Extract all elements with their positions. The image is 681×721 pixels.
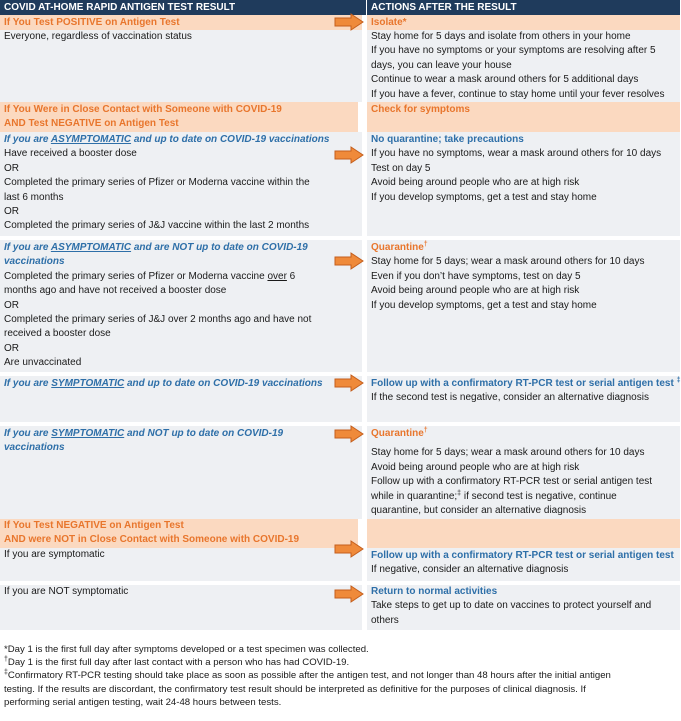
asym-up-action-4: If you develop symptoms, get a test and stay home <box>371 191 597 203</box>
asym-not-line-5: received a booster dose <box>4 328 111 340</box>
negative-action-bg <box>367 519 680 548</box>
asym-up-action-1: If you have no symptoms, wear a mask around others for 10 days <box>371 148 662 160</box>
positive-action-3: days, you can leave your house <box>371 59 512 71</box>
positive-left-cell <box>0 30 362 102</box>
header-right: ACTIONS AFTER THE RESULT <box>367 0 680 15</box>
positive-action-5: If you have a fever, continue to stay home until your fever resolves <box>371 88 665 100</box>
negative-title-1: If You Test NEGATIVE on Antigen Test <box>4 520 184 531</box>
negative-section-title <box>0 519 358 548</box>
asym-up-actions <box>367 132 680 236</box>
positive-action-4: Continue to wear a mask around others for 5 additional days <box>371 74 639 86</box>
contact-title-2: AND Test NEGATIVE on Antigen Test <box>4 118 179 130</box>
asym-up-line-3: Completed the primary series of Pfizer or Moderna vaccine within the <box>4 177 310 189</box>
no-quarantine-title: No quarantine; take precautions <box>371 134 524 145</box>
arrow-right-icon <box>334 425 364 443</box>
sym-not-action-1: Stay home for 5 days; wear a mask around others for 10 days <box>371 447 645 459</box>
sym-not-actions <box>367 426 680 519</box>
asym-not-line-4: Completed the primary series of J&J over 2 months ago and have not <box>4 314 312 326</box>
asym-not-action-3: Avoid being around people who are at high risk <box>371 285 580 297</box>
positive-actions <box>367 30 680 102</box>
sym-not-action-3: Follow up with a confirmatory RT-PCR test or serial antigen test <box>371 476 653 488</box>
asym-not-line-6: OR <box>4 342 19 354</box>
neg-not-action-1: Take steps to get up to date on vaccines to protect yourself and <box>371 600 652 612</box>
sym-not-action-5: quarantine, but consider an alternative diagnosis <box>371 505 587 517</box>
positive-action-2: If you have no symptoms or your symptoms are resolving after 5 <box>371 45 656 57</box>
asym-not-actions <box>367 240 680 372</box>
sym-not-heading-2: vaccinations <box>4 442 65 454</box>
sym-not-action-4: while in quarantine;‡ if second test is negative, continue <box>371 489 617 502</box>
sym-up-left <box>0 376 362 422</box>
asym-not-line-2: months ago and have not received a booster dose <box>4 285 227 297</box>
arrow-right-icon <box>334 585 364 603</box>
neg-not-left <box>0 585 362 630</box>
arrow-right-icon <box>334 146 364 164</box>
sym-up-actions <box>367 376 680 422</box>
positive-action-bg <box>367 15 680 30</box>
return-normal-title: Return to normal activities <box>371 586 498 597</box>
asym-up-left <box>0 132 362 236</box>
neg-not-actions <box>367 585 680 630</box>
neg-not-action-2: others <box>371 614 399 626</box>
neg-confirmatory-title: Follow up with a confirmatory RT-PCR test or serial antigen test <box>371 550 674 561</box>
asym-not-action-4: If you develop symptoms, get a test and stay home <box>371 299 597 311</box>
neg-sym-actions <box>367 548 680 581</box>
check-symptoms-title: Check for symptoms <box>371 104 470 115</box>
asym-up-heading: If you are ASYMPTOMATIC and up to date on COVID-19 vaccinations <box>4 134 330 145</box>
asym-not-line-3: OR <box>4 299 19 311</box>
contact-section-title <box>0 102 358 132</box>
asym-up-line-6: Completed the primary series of J&J vaccine within the last 2 months <box>4 220 310 232</box>
footnote-3b: testing. If the results are discordant, the confirmatory test result should be interpreted as definitive for the purposes of clinical diagnosis. If <box>4 683 586 695</box>
negative-title-2: AND were NOT in Close Contact with Someone with COVID-19 <box>4 534 300 546</box>
neg-sym-action-1: If negative, consider an alternative diagnosis <box>371 564 569 576</box>
header-left: COVID AT-HOME RAPID ANTIGEN TEST RESULT <box>0 0 366 15</box>
sym-up-action-1: If the second test is negative, consider an alternative diagnosis <box>371 392 649 404</box>
arrow-right-icon <box>334 252 364 270</box>
asym-up-action-2: Test on day 5 <box>371 162 431 174</box>
footnote-2: †Day 1 is the first full day after last contact with a person who has had COVID-19. <box>4 656 350 669</box>
quarantine-title-2: Quarantine† <box>371 427 428 439</box>
positive-section-title: If You Test POSITIVE on Antigen Test <box>0 15 362 30</box>
asym-not-heading: If you are ASYMPTOMATIC and are NOT up to date on COVID-19 <box>4 242 308 253</box>
arrow-right-icon <box>334 374 364 392</box>
footnotes <box>4 643 611 709</box>
sym-not-left <box>0 426 362 519</box>
sym-up-heading: If you are SYMPTOMATIC and up to date on COVID-19 vaccinations <box>4 378 323 389</box>
neg-sym-text: If you are symptomatic <box>4 549 105 560</box>
isolate-title: Isolate* <box>371 17 407 28</box>
footnote-3c: performing serial antigen testing, wait 24-48 hours between tests. <box>4 696 282 708</box>
contact-title-1: If You Were in Close Contact with Someone with COVID-19 <box>4 104 282 115</box>
asym-up-line-2: OR <box>4 162 19 174</box>
footnote-1: *Day 1 is the first full day after symptoms developed or a test specimen was collected. <box>4 644 369 655</box>
asym-not-heading-2: vaccinations <box>4 256 65 268</box>
neg-not-text: If you are NOT symptomatic <box>4 586 129 597</box>
asym-up-line-4: last 6 months <box>4 191 64 203</box>
footnote-3: ‡Confirmatory RT-PCR testing should take place as soon as possible after the antigen test, and not longer than 48 hours after the initial antigen <box>4 669 611 682</box>
arrow-right-icon <box>334 13 364 31</box>
arrow-right-icon <box>334 540 364 558</box>
asym-up-line-5: OR <box>4 206 19 218</box>
asym-not-action-1: Stay home for 5 days; wear a mask around others for 10 days <box>371 256 645 268</box>
asym-not-line-1: Completed the primary series of Pfizer or Moderna vaccine over 6 <box>4 270 296 282</box>
neg-sym-left <box>0 548 362 581</box>
asym-not-left <box>0 240 362 372</box>
confirmatory-test-title: Follow up with a confirmatory RT-PCR test or serial antigen test ‡ <box>371 377 681 389</box>
sym-not-action-2: Avoid being around people who are at high risk <box>371 461 580 473</box>
positive-action-1: Stay home for 5 days and isolate from others in your home <box>371 31 631 42</box>
positive-left-text: Everyone, regardless of vaccination status <box>4 31 192 42</box>
asym-up-line-1: Have received a booster dose <box>4 148 137 160</box>
asym-up-action-3: Avoid being around people who are at high risk <box>371 177 580 189</box>
asym-not-line-7: Are unvaccinated <box>4 357 82 369</box>
quarantine-title: Quarantine† <box>371 241 428 253</box>
sym-not-heading: If you are SYMPTOMATIC and NOT up to date on COVID-19 <box>4 428 284 439</box>
asym-not-action-2: Even if you don’t have symptoms, test on day 5 <box>371 270 581 282</box>
